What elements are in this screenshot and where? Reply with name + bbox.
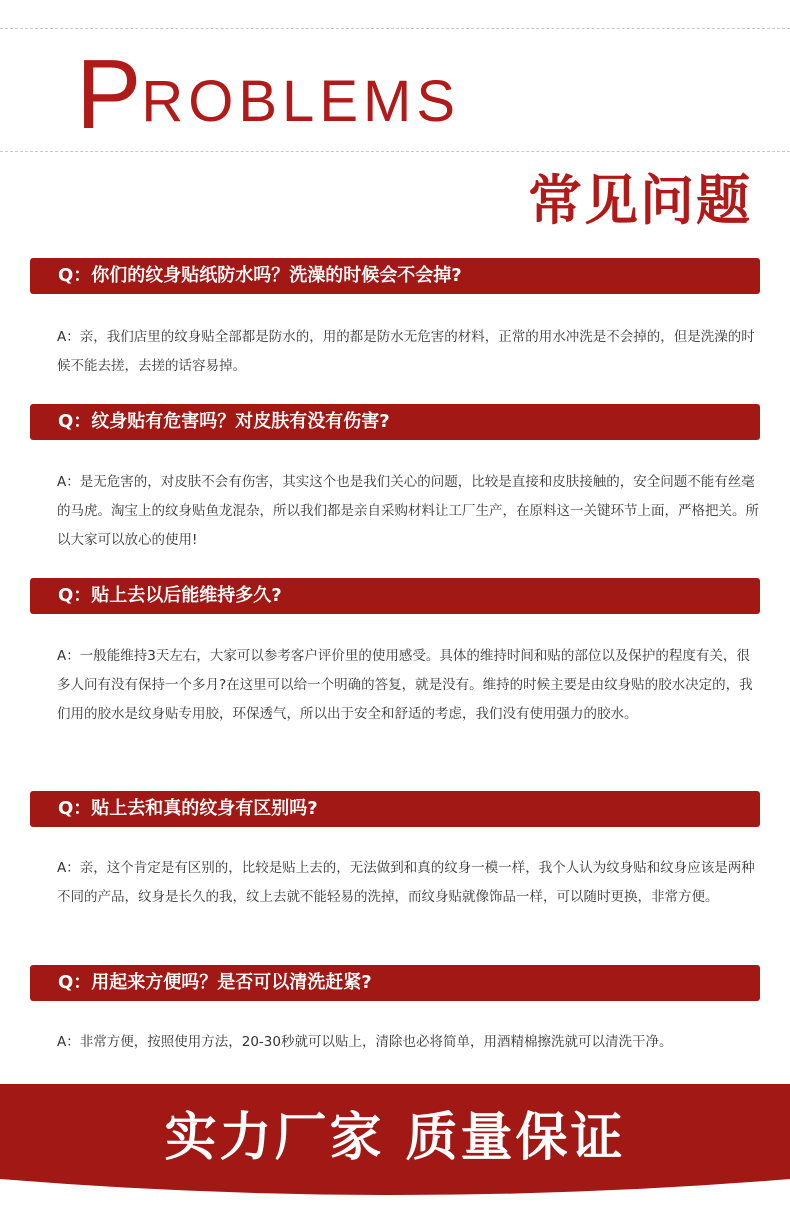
faq-question-3: Q：贴上去以后能维持多久? (30, 578, 760, 614)
problems-initial-letter: P (76, 39, 142, 149)
faq-question-4: Q：贴上去和真的纹身有区别吗? (30, 791, 760, 827)
faq-answer-4: A：亲，这个肯定是有区别的，比较是贴上去的，无法做到和真的纹身一模一样，我个人认为纹身贴和纹身应该是两种不同的产品，纹身是长久的我，纹上去就不能轻易的洗掉，而纹身贴就像饰品一样，可以随时更换，非常方便。 (57, 860, 755, 905)
faq-answer-2: A：是无危害的，对皮肤不会有伤害，其实这个也是我们关心的问题，比较是直接和皮肤接触的，安全问题不能有丝毫的马虎。淘宝上的纹身贴鱼龙混杂，所以我们都是亲自采购材料让工厂生产，在原料这一关键环节上面，严格把关。所以大家可以放心的使用! (57, 474, 759, 548)
faq-answer-5: A：非常方便，按照使用方法，20-30秒就可以贴上，清除也必将简单，用酒精棉擦洗就可以清洗干净。 (57, 1034, 673, 1050)
top-dashed-divider (0, 28, 790, 29)
footer-curve-decoration (0, 1177, 790, 1207)
faq-question-5: Q：用起来方便吗？是否可以清洗赶紧? (30, 965, 760, 1001)
faq-answer-3: A：一般能维持3天左右，大家可以参考客户评价里的使用感受。具体的维持时间和贴的部位以及保护的程度有关，很多人问有没有保持一个多月?在这里可以给一个明确的答复，就是没有。维持的时候主要是由纹身贴的胶水决定的，我们用的胶水是纹身贴专用胶，环保透气，所以出于安全和舒适的考虑，我们没有使用强力的胶水。 (57, 648, 753, 722)
problems-heading (76, 39, 461, 149)
faq-answer-1: A：亲，我们店里的纹身贴全部都是防水的，用的都是防水无危害的材料，正常的用水冲洗是不会掉的，但是洗澡的时候不能去搓，去搓的话容易掉。 (57, 329, 755, 374)
footer-slogan: 实力厂家 质量保证 (164, 1108, 626, 1168)
middle-dashed-divider (0, 151, 790, 152)
problems-rest-letters: ROBLEMS (141, 69, 461, 134)
faq-question-2: Q：纹身贴有危害吗？对皮肤有没有伤害? (30, 404, 760, 440)
page-title: 常见问题 (528, 169, 752, 232)
faq-question-1: Q：你们的纹身贴纸防水吗？洗澡的时候会不会掉? (30, 258, 760, 294)
